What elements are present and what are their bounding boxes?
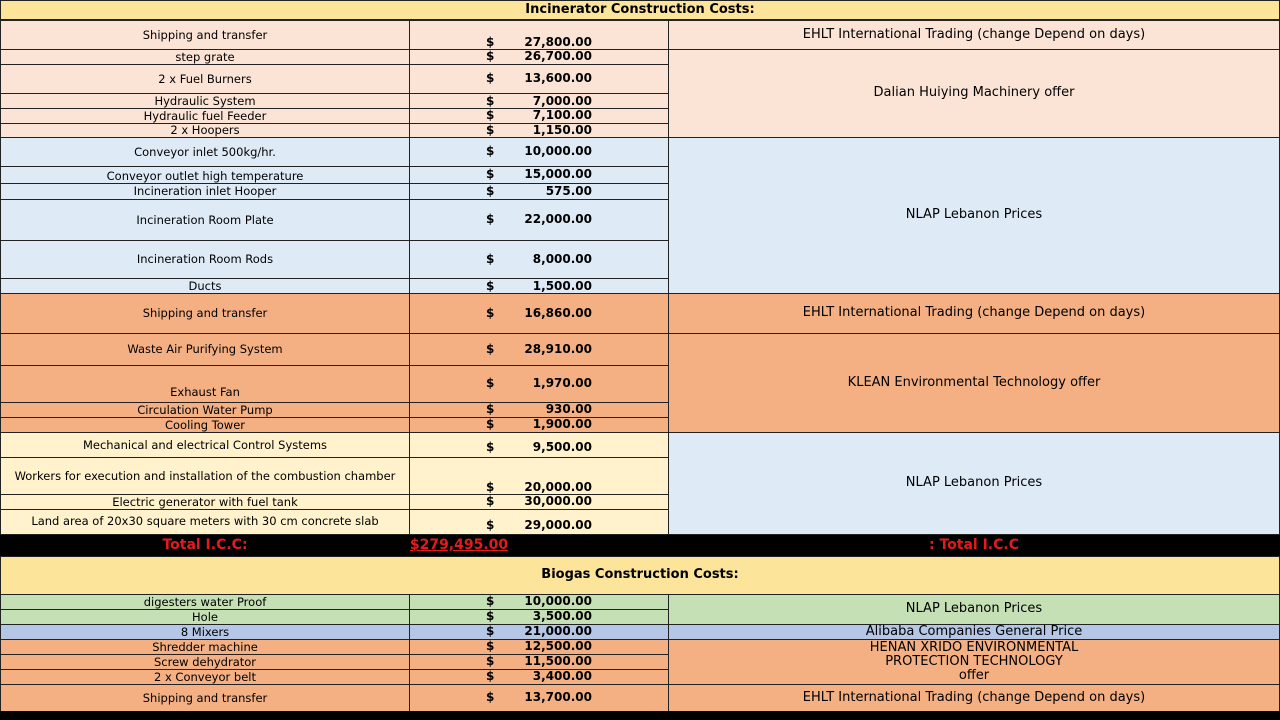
amount-number: 30,000.00 <box>524 494 592 509</box>
amount-cell[interactable] <box>409 432 669 458</box>
item-cell[interactable]: Incineration Room Plate <box>0 199 410 241</box>
amount-number: 8,000.00 <box>532 251 592 266</box>
amount-cell[interactable] <box>409 457 669 495</box>
currency-symbol: $ <box>486 305 495 320</box>
total-label[interactable]: Total I.C.C: <box>0 535 410 556</box>
item-cell[interactable]: Hole <box>0 609 410 625</box>
amount-cell[interactable] <box>409 199 669 241</box>
currency-symbol: $ <box>486 417 495 432</box>
amount-value <box>486 625 592 638</box>
item-cell[interactable]: Mechanical and electrical Control Systems <box>0 432 410 458</box>
amount-value <box>486 610 592 623</box>
amount-cell[interactable] <box>409 494 669 510</box>
currency-symbol: $ <box>486 439 495 454</box>
amount-number: 20,000.00 <box>524 479 592 494</box>
currency-symbol: $ <box>486 654 495 669</box>
amount-value <box>486 168 592 181</box>
amount-value <box>486 280 592 293</box>
amount-number: 13,600.00 <box>524 71 592 86</box>
currency-symbol: $ <box>486 517 495 532</box>
amount-number: 11,500.00 <box>524 654 592 669</box>
item-cell[interactable]: Circulation Water Pump <box>0 402 410 418</box>
amount-cell[interactable] <box>409 624 669 640</box>
amount-cell[interactable] <box>409 240 669 279</box>
item-cell[interactable]: Hydraulic System <box>0 93 410 109</box>
amount-value <box>486 418 592 431</box>
biogas-total-row <box>0 711 1280 720</box>
amount-cell[interactable] <box>409 20 669 50</box>
currency-symbol: $ <box>486 594 495 609</box>
amount-cell[interactable] <box>409 49 669 65</box>
item-cell[interactable]: Exhaust Fan <box>0 365 410 403</box>
amount-cell[interactable] <box>409 333 669 366</box>
currency-symbol: $ <box>486 212 495 227</box>
item-cell[interactable]: 2 x Hoopers <box>0 123 410 138</box>
currency-symbol: $ <box>486 278 495 293</box>
currency-symbol: $ <box>486 123 495 137</box>
currency-symbol: $ <box>486 71 495 86</box>
item-cell[interactable]: Shipping and transfer <box>0 20 410 50</box>
amount-number: 15,000.00 <box>524 167 592 182</box>
amount-number: 16,860.00 <box>524 305 592 320</box>
total-amount-value: $279,495.00 <box>409 536 509 553</box>
item-cell[interactable]: step grate <box>0 49 410 65</box>
amount-number: 3,500.00 <box>532 609 592 624</box>
item-cell[interactable]: Screw dehydrator <box>0 654 410 670</box>
source-cell[interactable]: EHLT International Trading (change Depend on days) <box>668 684 1280 712</box>
amount-cell[interactable] <box>409 594 669 610</box>
amount-cell[interactable] <box>409 639 669 655</box>
amount-number: 1,150.00 <box>532 123 592 137</box>
item-cell[interactable]: Electric generator with fuel tank <box>0 494 410 510</box>
amount-cell[interactable] <box>409 684 669 712</box>
source-cell[interactable]: HENAN XRIDO ENVIRONMENTAL PROTECTION TECHNOLOGY offer <box>668 639 1280 685</box>
amount-value <box>486 50 592 63</box>
currency-symbol: $ <box>486 690 495 705</box>
source-cell[interactable]: Dalian Huiying Machinery offer <box>668 49 1280 138</box>
item-cell[interactable]: Hydraulic fuel Feeder <box>0 108 410 124</box>
currency-symbol: $ <box>486 167 495 182</box>
item-cell[interactable]: Land area of 20x30 square meters with 30 cm concrete slab <box>0 509 410 535</box>
amount-value <box>486 481 592 494</box>
amount-number: 9,500.00 <box>532 439 592 454</box>
source-cell[interactable]: NLAP Lebanon Prices <box>668 594 1280 625</box>
amount-number: 22,000.00 <box>524 212 592 227</box>
amount-number: 1,500.00 <box>532 278 592 293</box>
biogas-section-title[interactable]: Biogas Construction Costs: <box>0 556 1280 595</box>
amount-number: 12,500.00 <box>524 639 592 654</box>
source-cell[interactable]: NLAP Lebanon Prices <box>668 137 1280 294</box>
currency-symbol: $ <box>486 376 495 391</box>
amount-value <box>486 36 592 49</box>
amount-value <box>486 519 592 532</box>
currency-symbol: $ <box>486 144 495 159</box>
amount-number: 1,900.00 <box>532 417 592 432</box>
source-cell[interactable]: EHLT International Trading (change Depend on days) <box>668 20 1280 50</box>
item-cell[interactable]: 2 x Fuel Burners <box>0 64 410 94</box>
currency-symbol: $ <box>486 108 495 123</box>
item-cell[interactable]: 8 Mixers <box>0 624 410 640</box>
amount-cell[interactable] <box>409 654 669 670</box>
amount-cell[interactable] <box>409 123 669 138</box>
item-cell[interactable]: Conveyor inlet 500kg/hr. <box>0 137 410 167</box>
amount-number: 29,000.00 <box>524 517 592 532</box>
amount-cell[interactable] <box>409 417 669 433</box>
item-cell[interactable]: Cooling Tower <box>0 417 410 433</box>
currency-symbol: $ <box>486 93 495 108</box>
amount-cell[interactable] <box>409 137 669 167</box>
amount-value <box>486 495 592 508</box>
currency-symbol: $ <box>486 49 495 64</box>
amount-number: 27,800.00 <box>524 34 592 49</box>
amount-number: 10,000.00 <box>524 594 592 609</box>
amount-cell[interactable] <box>409 402 669 418</box>
amount-number: 7,100.00 <box>532 108 592 123</box>
source-cell[interactable]: EHLT International Trading (change Depend on days) <box>668 293 1280 334</box>
amount-value <box>486 670 592 683</box>
item-cell[interactable]: Incineration inlet Hooper <box>0 183 410 200</box>
amount-cell[interactable] <box>409 278 669 294</box>
amount-value <box>486 640 592 653</box>
amount-cell[interactable] <box>409 365 669 403</box>
amount-value <box>486 343 592 356</box>
total-amount[interactable] <box>409 535 509 556</box>
amount-cell[interactable] <box>409 64 669 94</box>
item-cell[interactable]: Ducts <box>0 278 410 294</box>
amount-value <box>486 691 592 704</box>
incinerator-section-title[interactable]: Incinerator Construction Costs: <box>0 0 1280 20</box>
currency-symbol: $ <box>486 479 495 494</box>
currency-symbol: $ <box>486 183 495 198</box>
amount-value <box>486 377 592 390</box>
amount-value <box>486 307 592 320</box>
amount-value <box>486 124 592 137</box>
currency-symbol: $ <box>486 34 495 49</box>
currency-symbol: $ <box>486 341 495 356</box>
item-cell[interactable]: Shipping and transfer <box>0 684 410 712</box>
amount-value <box>486 595 592 608</box>
currency-symbol: $ <box>486 251 495 266</box>
item-cell[interactable]: Waste Air Purifying System <box>0 333 410 366</box>
amount-cell[interactable] <box>409 183 669 200</box>
amount-value <box>486 185 592 198</box>
amount-number: 930.00 <box>545 402 592 417</box>
amount-number: 13,700.00 <box>524 690 592 705</box>
amount-value <box>486 213 592 226</box>
source-cell[interactable]: KLEAN Environmental Technology offer <box>668 333 1280 433</box>
amount-number: 7,000.00 <box>532 93 592 108</box>
amount-value <box>486 655 592 668</box>
amount-value <box>486 95 592 108</box>
amount-value <box>486 441 592 454</box>
amount-value <box>486 253 592 266</box>
amount-number: 1,970.00 <box>532 376 592 391</box>
amount-value <box>486 403 592 416</box>
currency-symbol: $ <box>486 624 495 639</box>
amount-cell[interactable] <box>409 669 669 685</box>
amount-cell[interactable] <box>409 166 669 184</box>
currency-symbol: $ <box>486 639 495 654</box>
item-cell[interactable]: digesters water Proof <box>0 594 410 610</box>
amount-number: 28,910.00 <box>524 341 592 356</box>
amount-cell[interactable] <box>409 609 669 625</box>
item-cell[interactable]: Incineration Room Rods <box>0 240 410 279</box>
item-cell[interactable]: Workers for execution and installation of the combustion chamber <box>0 457 410 495</box>
amount-value <box>486 109 592 122</box>
amount-cell[interactable] <box>409 93 669 109</box>
source-cell[interactable]: Alibaba Companies General Price <box>668 624 1280 640</box>
total-label-right[interactable]: : Total I.C.C <box>668 535 1280 556</box>
currency-symbol: $ <box>486 402 495 417</box>
item-cell[interactable]: Conveyor outlet high temperature <box>0 166 410 184</box>
amount-number: 26,700.00 <box>524 49 592 64</box>
amount-cell[interactable] <box>409 293 669 334</box>
amount-number: 575.00 <box>545 183 592 198</box>
item-cell[interactable]: 2 x Conveyor belt <box>0 669 410 685</box>
amount-number: 10,000.00 <box>524 144 592 159</box>
currency-symbol: $ <box>486 609 495 624</box>
amount-number: 3,400.00 <box>532 669 592 684</box>
amount-cell[interactable] <box>409 509 669 535</box>
amount-number: 21,000.00 <box>524 624 592 639</box>
currency-symbol: $ <box>486 669 495 684</box>
currency-symbol: $ <box>486 494 495 509</box>
amount-cell[interactable] <box>409 108 669 124</box>
source-cell[interactable]: NLAP Lebanon Prices <box>668 432 1280 535</box>
item-cell[interactable]: Shredder machine <box>0 639 410 655</box>
item-cell[interactable]: Shipping and transfer <box>0 293 410 334</box>
amount-value <box>486 72 592 85</box>
amount-value <box>486 145 592 158</box>
